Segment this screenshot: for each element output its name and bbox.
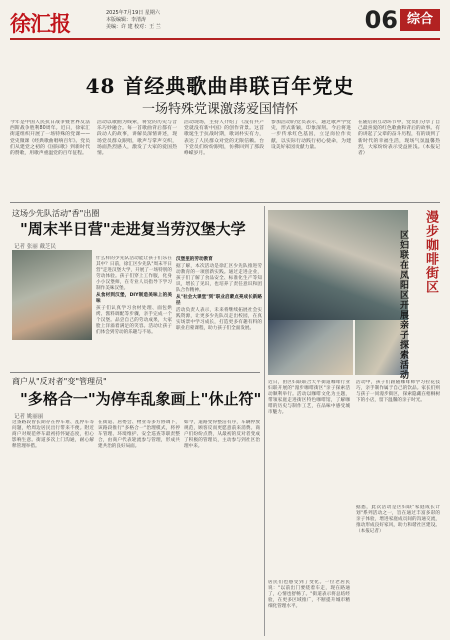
date-line: 2025年7月19日 星期六	[106, 10, 160, 16]
article2-kicker: 这场少先队活动"香"出圈	[12, 209, 100, 218]
kids-burger-photo	[12, 250, 92, 340]
article2-byline: 记者 张丽 戴芝民	[14, 244, 56, 250]
designer-line: 美编：许 建 校对：王 兰	[106, 24, 161, 30]
section-divider	[10, 202, 440, 203]
article2-subhead: 汉堡里的劳动教育	[176, 257, 213, 262]
sidebar-vertical-headline: 漫步咖啡街区	[423, 210, 438, 294]
article3-column: 这条路段曾长期存在停车难、乱停车等问题，给周边居民出行带来不便。附近商户对规范停车最初持怀疑态度，担心影响生意。街道多次上门沟通，耐心解释管理举措。	[12, 420, 94, 449]
section-tag: 综合	[400, 9, 440, 31]
article2-subhead: 从"社会大课堂"到"职业启蒙点亮成长新路径	[176, 295, 262, 306]
sidebar-column: 活动中，孩子们跟随咖啡师学习拉花技巧，亲手制作属于自己的饮品。家长们则与孩子一同漫步街区，探索隐藏在梧桐树下的小店，留下温馨的亲子时光。	[356, 380, 440, 403]
sidebar-vertical-subheadline: 区妇联在凤阳区开展亲子探索活动	[398, 230, 408, 380]
article3-headline: "多格合一"为停车乱象画上"休止符"	[20, 390, 262, 408]
column-divider	[264, 206, 265, 636]
date-block	[106, 10, 161, 31]
article3-byline: 记者 姚丽丽	[14, 414, 44, 420]
section-divider	[10, 372, 260, 373]
article3-kicker: 商户从"反对者"变"管理员"	[12, 377, 107, 386]
lead-column: 活动以歌曲为线索，将党的历史与音乐巧妙融合。每一首歌曲背后都有一段动人的故事，讲解员深情讲述，现场党员群众跟唱，歌声与掌声交织，场面热烈感人，激发了大家的爱国热情。	[97, 120, 177, 157]
article2-subhead: 从食材到汉堡，DIY制造美味上的美味	[96, 293, 172, 304]
lead-column: 在随后的互动环节中，党员们分享了自己最喜爱的红色歌曲和背后的故事。有的讲起了父辈的奋斗历程，有的谈到了新时代的幸福生活，现场气氛温馨热烈，大家纷纷表示受益匪浅。（本报记者）	[358, 120, 440, 157]
page-number: 06	[364, 6, 398, 34]
editor-line: 本版编辑：李清涛	[106, 17, 147, 23]
article3-column: 在街道、居委会、物业等多方协调下，该路段推行"多格合一"治理模式，将停车管理、环境维护、安全巡查等职责整合，由商户代表轮流参与管理，形成共建共治的良好局面。	[98, 420, 180, 449]
lead-column: 今年是中国人民抗日战争暨世界反法西斯战争胜利80周年。近日，徐家汇街道组织开展了一场特殊的党课——党史微课《经典歌曲唱响百年》。党员们从建党之初的《国际歌》到新时代的赞歌，用歌声重温党的百年征程。	[10, 120, 90, 157]
sidebar-column: 据悉，此次活动是区妇联"家庭成长计划"系列活动之一，旨在通过丰富多彩的亲子体验，增进家庭成员间的沟通交流，推动形成良好家风，助力和谐社区建设。（本报记者）	[356, 505, 440, 534]
lead-column: 参加活动的党员表示，通过歌声学党史，形式新颖，印象深刻。今后将进一步传承红色基因，立足岗位作贡献，以实际行动践行初心使命，为建设美好家园贡献力量。	[271, 120, 351, 150]
article2-column: 汉堡里的劳动教育 据了解，本次活动是徐汇区少先队推进劳动教育的一项创新实践。通过走进企业，孩子们了解了食品安全、标准化生产等知识，增长了见识，也培养了责任意识和团队合作精神。 从"社会大课堂"到"职业启蒙点亮成长新路径 活动负责人表示，未来将继续拓展社会实践资源，让更多少先队员走出校园，在真实场景中学习成长，打造更多有趣有料的职业启蒙课程，助力孩子们全面发展。	[176, 257, 262, 331]
coffee-activity-photo	[268, 320, 353, 375]
article3-column: 居民们也感受到了变化。一位老居民说："以前出门要绕着车走，现在路通了，心情也舒畅了。"街道表示将总结经验，在更多区域推广，不断提升城市精细化管理水平。	[268, 580, 350, 609]
lead-body	[10, 120, 440, 198]
newspaper-logo: 徐汇报	[10, 11, 70, 36]
article2-headline: "周末半日营"走进复当劳汉堡大学	[20, 220, 246, 238]
article2-column: 什么样的少先队活动能让孩子们乐在其中？日前，徐汇区少先队"周末半日营"走进汉堡大学，开展了一场特别的劳动体验。孩子们穿上工作服，化身小小汉堡师，在专业人员指导下学习制作美味汉堡。 从食材到汉堡，DIY制造美味上的美味 孩子们认真学习食材处理、面包烘烤、酱料调配等步骤，亲手完成一个个汉堡。品尝自己的劳动成果，大家脸上洋溢着满足的笑容。活动让孩子们体会到劳动的乐趣与不易。	[96, 256, 172, 335]
masthead	[10, 6, 440, 40]
article3-column: 如今，道路变得整洁有序，车辆停放规范，顾客反而更愿意前来消费。商户们纷纷点赞，从最初的反对者变成了积极的管理员，主动参与到社区治理中来。	[184, 420, 260, 449]
coffee-street-photo	[268, 210, 408, 320]
lead-headline: 48 首经典歌曲串联百年党史	[85, 74, 355, 98]
lead-subheadline: 一场特殊党课激荡爱国情怀	[141, 102, 298, 117]
sidebar-column: 近日，由区妇联联合天平街道咖啡行业妇联开展的"漫步咖啡街区"亲子探索活动顺利举行。活动以咖啡文化为主题，带领家庭走进街区特色咖啡馆，了解咖啡的历史与制作工艺，在品味中感受城市魅力。	[268, 380, 350, 415]
lead-column: 活动现场，主持人介绍了《没有共产党就没有新中国》的创作背景。这首歌诞生于抗战时期，歌词朴实有力，表达了人民群众对党的无限信赖。台下党员们纷纷跟唱，仿佛回到了那段峥嵘岁月。	[184, 120, 264, 157]
